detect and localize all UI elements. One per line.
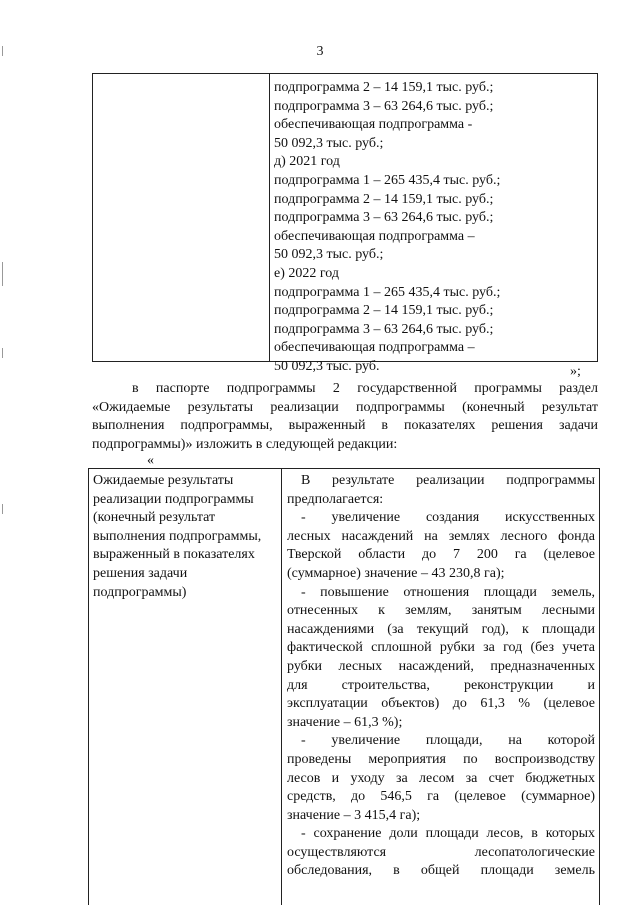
funding-line: обеспечивающая подпрограмма – xyxy=(274,228,475,244)
content-line: фактической сплошной рубки за год (без учета xyxy=(287,640,595,656)
content-line: значение – 3 415,4 га); xyxy=(287,807,421,823)
content-line: средств, до 546,5 га (целевое (суммарное) xyxy=(287,789,595,805)
results-table-content-cell xyxy=(287,472,595,881)
margin-mark xyxy=(2,348,3,358)
funding-line: подпрограмма 2 – 14 159,1 тыс. руб.; xyxy=(274,191,494,207)
content-line: предполагается: xyxy=(287,491,384,507)
funding-line: подпрограмма 3 – 63 264,6 тыс. руб.; xyxy=(274,321,494,337)
content-line: - сохранение доли площади лесов, в которых xyxy=(301,826,595,842)
funding-year-heading: е) 2022 год xyxy=(274,265,339,281)
content-line: обследования, в общей площади земель xyxy=(287,863,595,879)
funding-year-heading: д) 2021 год xyxy=(274,154,340,170)
funding-line: подпрограмма 2 – 14 159,1 тыс. руб.; xyxy=(274,303,494,319)
content-line: - увеличение площади, на которой xyxy=(301,733,595,749)
margin-mark xyxy=(2,262,3,286)
label-line: выраженный в показателях xyxy=(93,547,255,563)
funding-line: подпрограмма 1 – 265 435,4 тыс. руб.; xyxy=(274,172,501,188)
paragraph-line: в паспорте подпрограммы 2 государственной программы раздел xyxy=(132,381,598,396)
funding-line: 50 092,3 тыс. руб.; xyxy=(274,247,384,263)
funding-line: подпрограмма 3 – 63 264,6 тыс. руб.; xyxy=(274,210,494,226)
content-line: значение – 61,3 %); xyxy=(287,714,403,730)
content-line: В результате реализации подпрограммы xyxy=(301,473,595,488)
content-line: для строительства, реконструкции и xyxy=(287,677,595,693)
opening-quote-mark: « xyxy=(147,453,154,468)
funding-line: 50 092,3 тыс. руб. xyxy=(274,358,380,374)
label-line: подпрограммы) xyxy=(93,584,187,600)
content-line: насаждениями (за текущий год), к площади xyxy=(287,621,595,637)
margin-mark xyxy=(2,504,3,514)
column-divider xyxy=(269,74,270,361)
content-line: лесов и уходу за лесом за счет бюджетных xyxy=(287,770,595,786)
content-line: (суммарное) значение – 43 230,8 га); xyxy=(287,565,505,581)
content-line: лесных насаждений на землях лесного фонда xyxy=(287,528,595,544)
funding-table xyxy=(92,73,598,374)
margin-mark xyxy=(2,46,3,56)
funding-line: обеспечивающая подпрограмма – xyxy=(274,340,475,356)
label-line: Ожидаемые результаты xyxy=(93,473,234,488)
content-line: проведены мероприятия по воспроизводству xyxy=(287,751,595,767)
content-line: - увеличение создания искусственных xyxy=(301,510,595,526)
results-table-label-cell xyxy=(93,472,277,602)
content-line: осуществляются лесопатологические xyxy=(287,844,595,860)
funding-line: 50 092,3 тыс. руб.; xyxy=(274,135,384,151)
label-line: выполнения подпрограммы, xyxy=(93,528,262,544)
paragraph-line: подпрограммы)» изложить в следующей редакции: xyxy=(92,436,398,452)
results-table xyxy=(88,468,600,905)
funding-line: подпрограмма 2 – 14 159,1 тыс. руб.; xyxy=(274,80,494,95)
label-line: (конечный результат xyxy=(93,510,216,526)
content-line: - повышение отношения площади земель, xyxy=(301,584,595,600)
funding-line: подпрограмма 3 – 63 264,6 тыс. руб.; xyxy=(274,98,494,114)
funding-line: обеспечивающая подпрограмма - xyxy=(274,117,473,133)
content-line: рубки лесных насаждений, предназначенных xyxy=(287,658,595,674)
content-line: Тверской области до 7 200 га (целевое xyxy=(287,547,595,563)
content-line: эксплуатации объектов) до 61,3 % (целевое xyxy=(287,696,595,712)
paragraph-line: «Ожидаемые результаты реализации подпрограммы (конечный результат xyxy=(92,399,598,415)
column-divider xyxy=(281,469,282,905)
label-line: реализации подпрограммы xyxy=(93,491,254,507)
funding-table-cell xyxy=(274,79,592,377)
paragraph-line: выполнения подпрограммы, выраженный в показателях решения задачи xyxy=(92,418,598,433)
page-number: 3 xyxy=(316,44,324,59)
closing-quote-mark: »; xyxy=(570,364,581,379)
label-line: решения задачи xyxy=(93,565,188,581)
content-line: отнесенных к землям, занятым лесными xyxy=(287,603,595,619)
amendment-paragraph xyxy=(92,380,598,454)
funding-line: подпрограмма 1 – 265 435,4 тыс. руб.; xyxy=(274,284,501,300)
